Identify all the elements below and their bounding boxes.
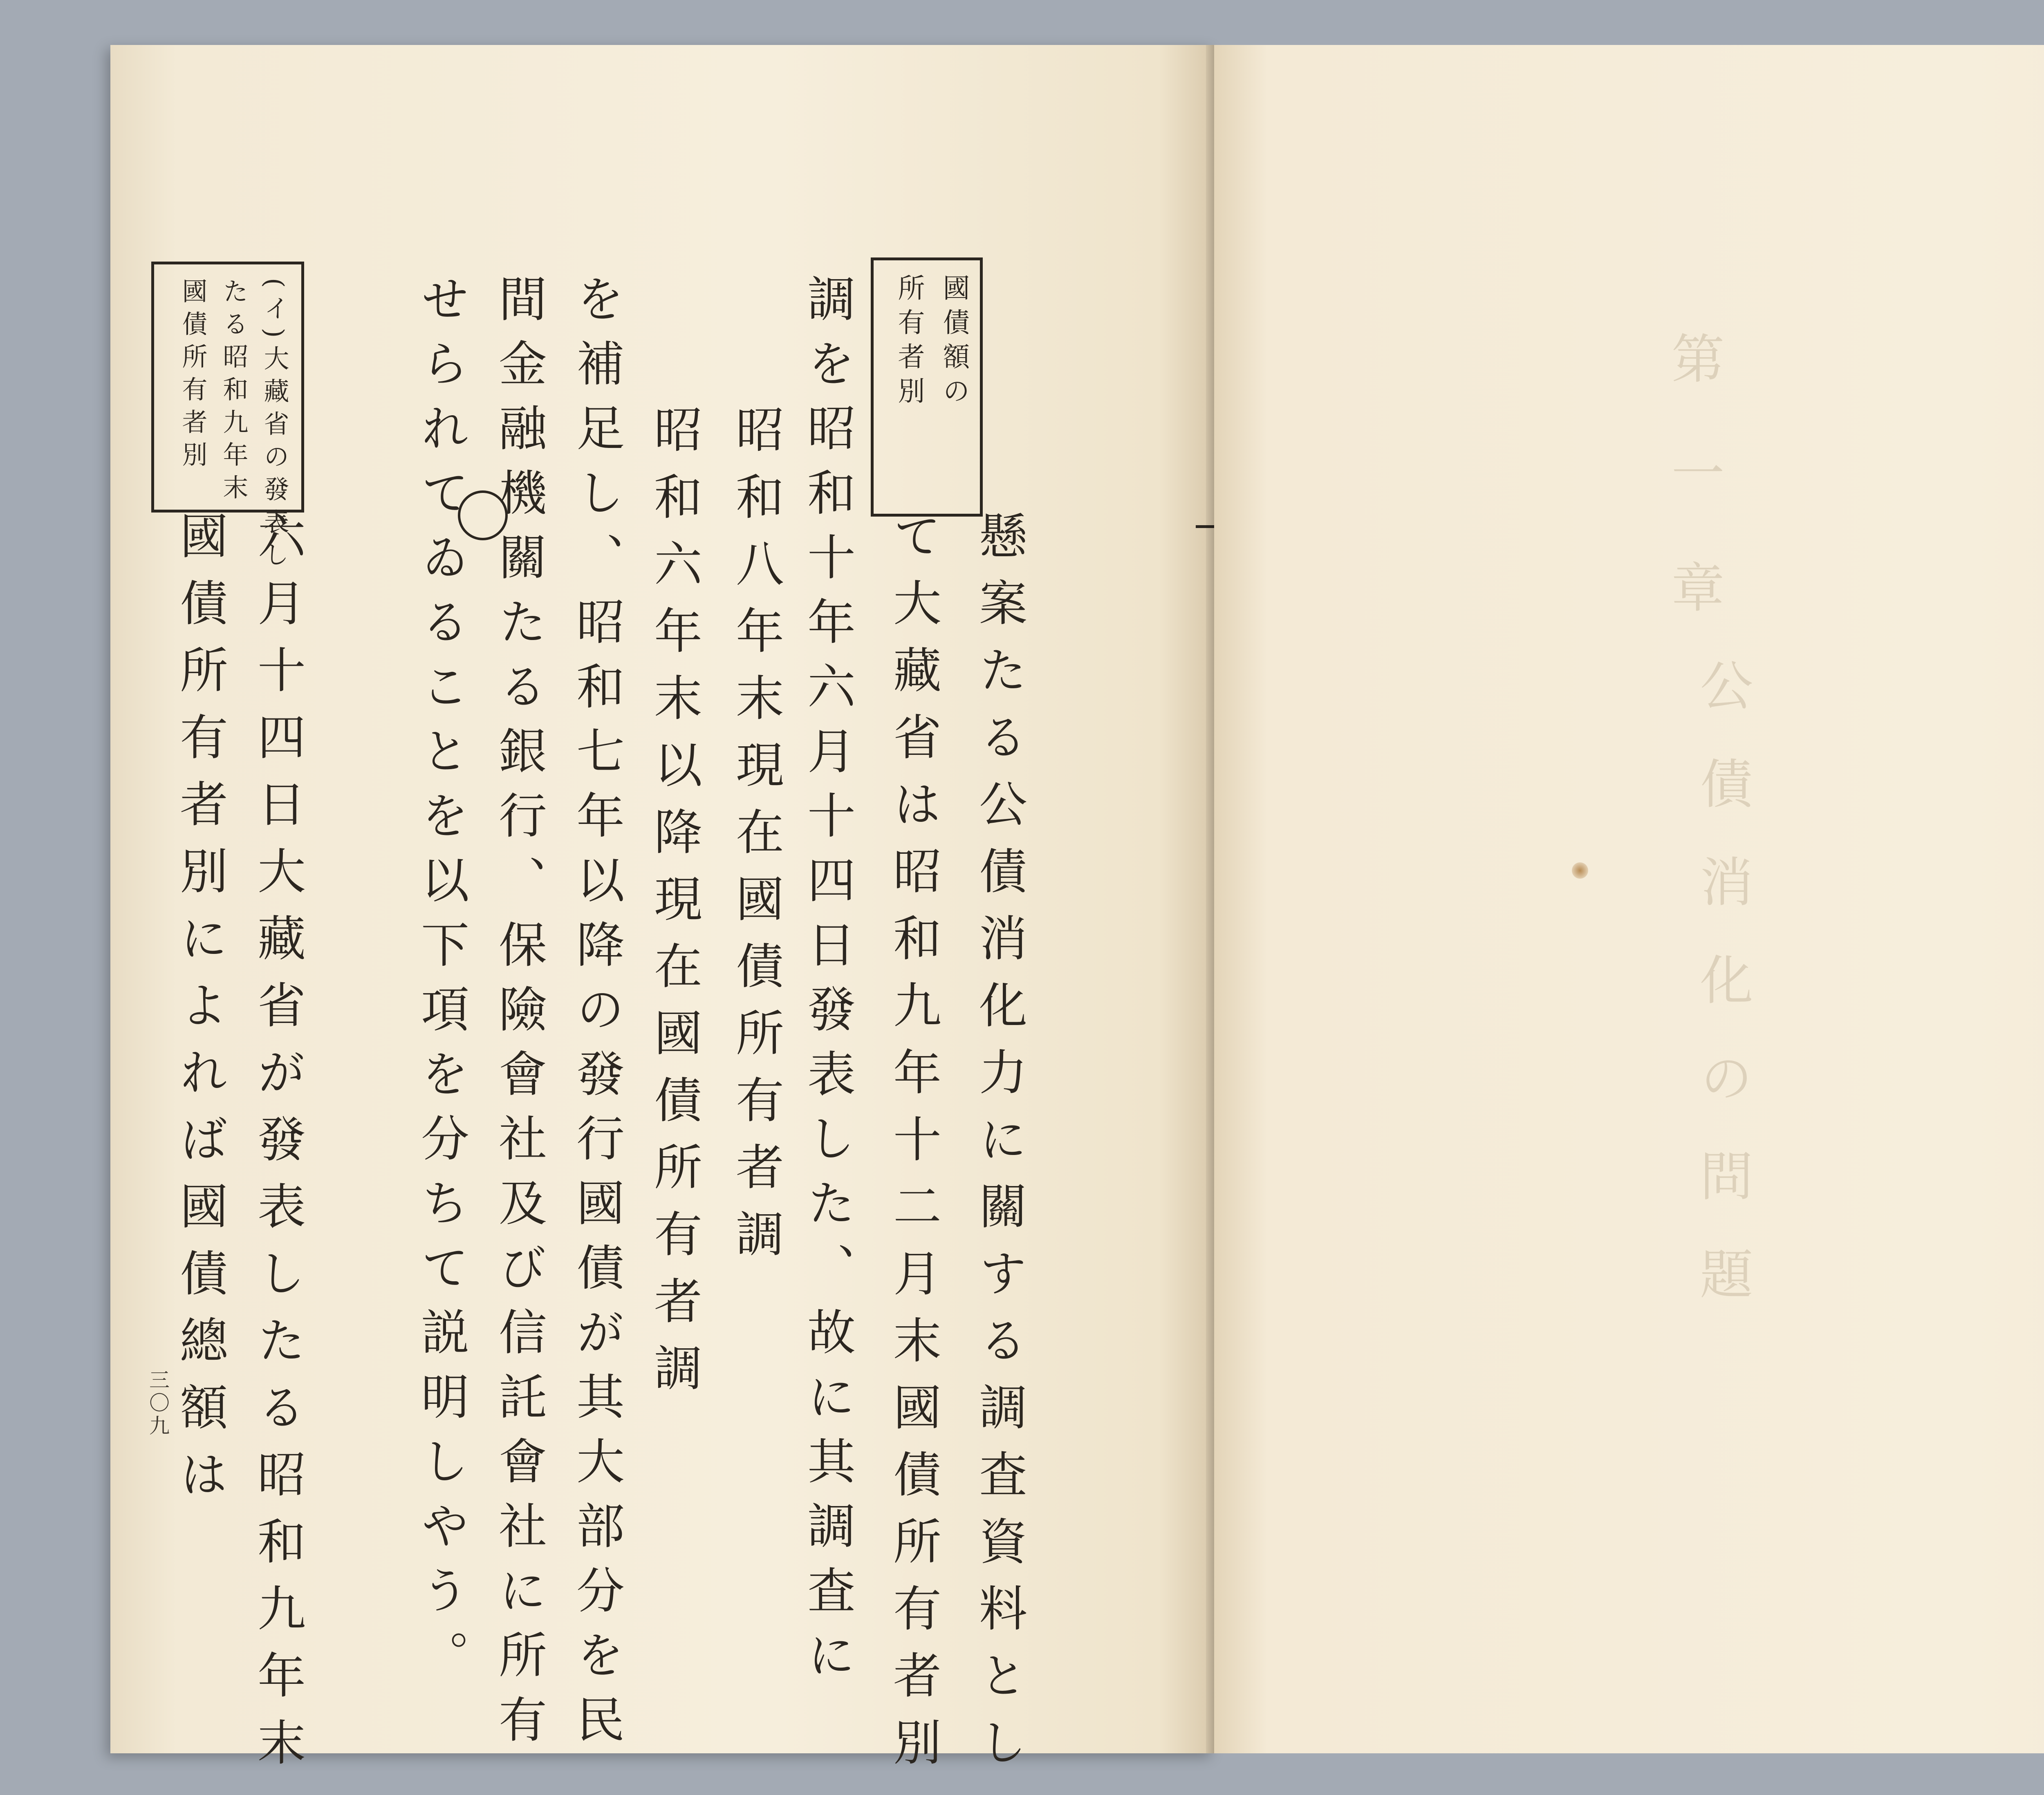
heading-line-1: 國債額の [938,274,970,411]
right-page [1214,45,2044,1753]
side-note-line-2: たる昭和九年末 [219,278,249,507]
body-column-9: 六月十四日大藏省が發表したる昭和九年末 [249,511,306,1784]
body-column-2: て大藏省は昭和九年十二月末國債所有者別 [885,511,941,1784]
bleed-through-chapter: 第一章 [1663,331,1725,674]
bleed-through-title: 公債消化の問題 [1691,658,1753,1345]
body-column-7: 間金融機關たる銀行、保險會社及び信託會社に所有 [491,274,547,1759]
body-column-4: 昭和八年末現在國債所有者調 [728,405,784,1276]
body-column-8: せられてゐることを以下項を分ちて説明しやう。 [413,274,469,1694]
body-column-6: を補足し、昭和七年以降の發行國債が其大部分を民 [568,274,625,1759]
left-page-number: 三〇九 [146,1369,170,1438]
body-column-10: 國債所有者別によれば國債總額は [172,511,228,1516]
paper-stain [1572,862,1588,879]
body-column-1: 懸案たる公債消化力に關する調査資料とし [971,511,1027,1784]
body-column-5: 昭和六年末以降現在國債所有者調 [646,405,702,1410]
heading-line-2: 所有者別 [893,274,925,411]
left-page [110,45,1214,1784]
body-column-3: 調を昭和十年六月十四日發表した、故に其調査に [799,274,856,1694]
side-note-line-3: 國債所有者別 [178,278,208,474]
side-note-line-1: (イ)大藏省の發表し [260,278,289,574]
